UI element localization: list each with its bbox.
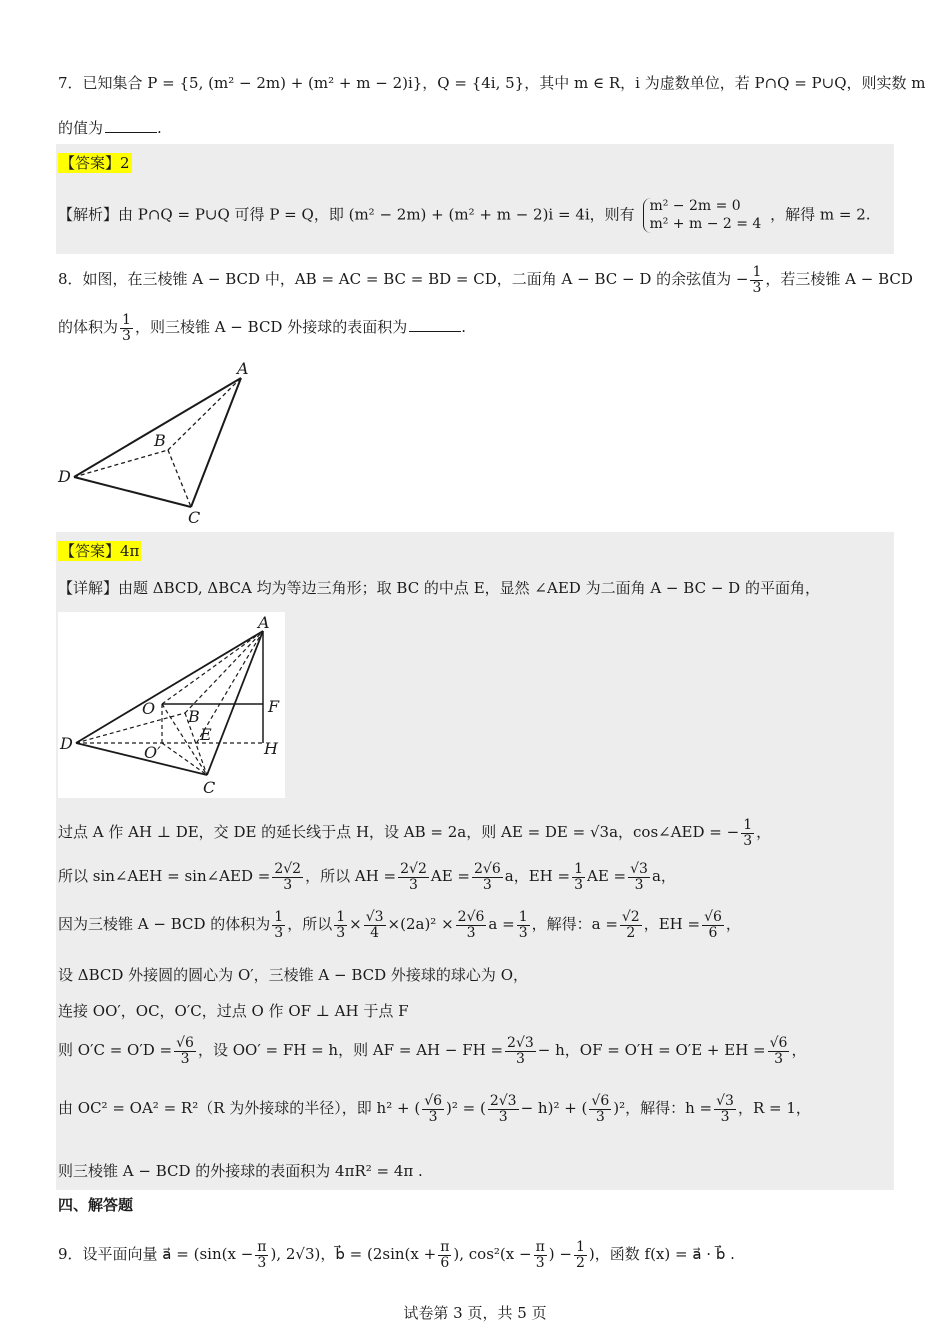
q8-tetrahedron-figure [50,355,270,530]
frac [572,862,585,892]
frac-num: 2√3 [489,1093,517,1109]
frac [574,1240,587,1270]
q8-step3 [58,910,741,940]
q7-analysis-text: 【解析】由 P∩Q = P∪Q 可得 P = Q，即 (m² − 2m) + (m² + m − 2)i = 4i，则有 [58,205,635,224]
fig2-label-O-prime: O′ [144,743,161,762]
fig1-label-C: C [188,508,201,527]
frac [589,1094,611,1124]
text: − h，OF = O′H = O′E + EH = [537,1041,766,1060]
q8-answer-label: 【答案】4π [60,542,140,560]
frac [702,910,724,940]
q7-line2: 的值为 . [58,119,162,137]
frac [364,910,386,940]
q8-step1-text: 过点 A 作 AH ⊥ DE，交 DE 的延长线于点 H，设 AB = 2a，则 AE = DE = √3a，cos∠AED = − [58,823,740,842]
q8-frac2-num: 1 [122,312,131,328]
text: AE = [586,867,627,886]
q7-equation-system [643,198,761,233]
frac-num: √6 [704,909,722,925]
q8-line1-a: 8．如图，在三棱锥 A − BCD 中，AB = AC = BC = BD = CD，二面角 A − BC − D 的余弦值为 − [58,270,749,289]
q8-line1-b: ，若三棱锥 A − BCD [765,270,913,289]
text: )²，解得：h = [613,1099,713,1118]
frac-den: 3 [535,1254,545,1271]
frac [272,862,303,892]
frac-den: 3 [498,1108,508,1125]
frac-den: 2 [626,924,636,941]
frac-den: 3 [257,1254,267,1271]
frac-den: 3 [595,1108,605,1125]
frac-den: 3 [515,1050,525,1067]
frac-num: 1 [575,1239,585,1255]
section-heading: 四、解答题 [58,1196,134,1214]
frac-num: π [257,1239,267,1255]
frac-num: 2√2 [274,861,302,877]
frac-den: 4 [370,924,380,941]
q8-step8: 则三棱锥 A − BCD 的外接球的表面积为 4πR² = 4π . [58,1162,423,1180]
text: ，设 OO′ = FH = h，则 AF = AH − FH = [197,1041,504,1060]
frac-num: 2√3 [507,1035,534,1051]
q8-frac1-den: 3 [752,279,762,296]
q8-answer-blank [409,331,461,332]
frac-num: √6 [176,1035,194,1051]
edge-DA [74,378,241,477]
frac [334,910,347,940]
frac-den: 6 [440,1254,450,1271]
edge-AC [207,631,263,775]
frac-den: 3 [720,1108,730,1125]
page-footer: 试卷第 3 页，共 5 页 [403,1304,547,1322]
text: × [349,915,362,934]
frac [255,1240,268,1270]
q8-frac2-den: 3 [122,327,131,344]
frac [438,1240,451,1270]
frac-den: 3 [466,924,476,941]
frac-num: √6 [591,1093,610,1109]
edge-BA [185,631,263,713]
frac-den: 3 [428,1108,438,1125]
text: ，EH = [643,915,701,934]
edge-DB [74,450,168,477]
frac-den: 2 [575,1254,585,1271]
frac [456,910,487,940]
q7-analysis-end: ，解得 m = 2. [770,205,871,224]
q7-answer-blank [105,132,157,133]
frac-den: 3 [336,924,346,941]
fig2-label-H: H [264,739,278,758]
q7-line1: 7．已知集合 P = {5, (m² − 2m) + (m² + m − 2)i}，Q = {4i, 5}，其中 m ∈ R，i 为虚数单位，若 P∩Q = P∪Q，则实数 m [58,74,926,92]
frac [174,1036,196,1066]
fig2-label-C: C [203,778,216,797]
frac-den: 6 [708,924,718,941]
text: ), 2√3)，b⃗ = (2sin(x + [270,1245,437,1264]
text: 则 O′C = O′D = [58,1041,173,1060]
text: ， [791,1041,807,1060]
frac [628,862,650,892]
frac [398,862,429,892]
frac [505,1036,536,1066]
frac [517,910,530,940]
frac [768,1036,790,1066]
q8-frac2 [120,313,133,343]
q8-line2-b: ，则三棱锥 A − BCD 外接球的表面积为 [134,318,408,337]
frac [272,910,285,940]
q7-line2-text: 的值为 [58,119,104,137]
q8-solution-figure [58,612,285,798]
text: ， [725,915,741,934]
text: ，解得：a = [531,915,618,934]
text: ，R = 1， [737,1099,811,1118]
frac-den: 3 [574,876,583,893]
text: )，函数 f(x) = a⃗ · b⃗ . [588,1245,735,1264]
frac-den: 3 [518,924,528,941]
frac-num: π [535,1239,545,1255]
frac [620,910,642,940]
frac-num: √3 [716,1093,734,1109]
frac-num: π [440,1239,450,1255]
q8-step1: 过点 A 作 AH ⊥ DE，交 DE 的延长线于点 H，设 AB = 2a，则 AE = DE = √3a，cos∠AED = − $\frac{1}{3}$ ， [58,817,772,849]
q8-step1-frac [741,818,754,848]
text: 所以 sin∠AEH = sin∠AED = [58,867,271,886]
frac-den: 3 [774,1050,783,1067]
frac-num: 1 [743,817,753,833]
frac-num: 1 [336,909,346,925]
frac-num: √3 [365,909,384,925]
text: ), cos²(x − [453,1245,532,1264]
edge-DC [74,477,191,507]
q9 [58,1240,735,1270]
frac-den: 3 [274,924,284,941]
frac-den: 3 [743,832,753,849]
q8-line1 [58,265,913,295]
frac [714,1094,736,1124]
text: ) − [548,1245,572,1264]
q7-answer-label: 【答案】2 [60,154,130,172]
frac-num: 2√6 [474,861,501,877]
edge-DA [76,631,263,743]
text: a， [651,867,676,886]
q8-answer [58,540,141,561]
edge-DC [76,743,207,775]
q7-analysis [58,198,871,233]
frac-den: 3 [409,876,418,893]
fig2-label-O: O [142,699,156,718]
q8-line2-a: 的体积为 [58,318,119,337]
frac-num: 2√2 [400,861,427,877]
frac-den: 3 [482,876,492,893]
q8-step6 [58,1036,806,1066]
frac [488,1094,519,1124]
q8-step4: 设 ΔBCD 外接圆的圆心为 O′，三棱锥 A − BCD 外接球的球心为 O， [58,966,528,984]
frac [534,1240,547,1270]
fig1-label-A: A [237,359,249,378]
text: ，所以 [287,915,333,934]
frac-num: 1 [574,861,583,877]
fig2-label-B: B [188,707,200,726]
edge-DB [76,713,185,743]
frac-num: 1 [274,909,284,925]
text: )² = ( [446,1099,486,1118]
frac-num: 1 [518,909,528,925]
frac-num: √3 [630,861,648,877]
frac-den: 3 [634,876,644,893]
text: 由 OC² = OA² = R²（R 为外接球的半径），即 h² + ( [58,1099,421,1118]
text: a = [488,915,515,934]
frac [472,862,503,892]
text: AE = [430,867,470,886]
frac-num: √2 [621,909,640,925]
q7-answer [58,152,132,173]
text: ×(2a)² × [387,915,454,934]
text: 9．设平面向量 a⃗ = (sin(x − [58,1245,254,1264]
fig2-label-F: F [268,697,280,716]
q8-detail: 【详解】由题 ΔBCD, ΔBCA 均为等边三角形；取 BC 的中点 E，显然 ∠AED 为二面角 A − BC − D 的平面角， [58,579,820,597]
q8-step2 [58,862,676,892]
fig1-label-D: D [58,467,71,486]
frac-den: 3 [283,876,293,893]
edge-AC [191,378,241,507]
q8-line2: 的体积为 $\frac{1}{3}$ ，则三棱锥 A − BCD 外接球的表面积为 . [58,312,466,344]
q8-frac1 [750,265,763,295]
text: a，EH = [504,867,571,886]
frac-den: 3 [180,1050,190,1067]
q8-step7 [58,1094,811,1124]
edge-BC [168,450,191,507]
q8-step5: 连接 OO′，OC，O′C，过点 O 作 OF ⊥ AH 于点 F [58,1002,409,1020]
q8-frac1-num: 1 [752,264,762,280]
fig2-label-D: D [60,734,73,753]
q7-eq2: m² + m − 2 = 4 [649,215,762,232]
text: 因为三棱锥 A − BCD 的体积为 [58,915,271,934]
frac-num: √6 [769,1035,788,1051]
frac-num: √6 [424,1093,443,1109]
text: − h)² + ( [520,1099,588,1118]
frac-num: 2√6 [457,909,485,925]
fig1-label-B: B [154,431,166,450]
fig2-label-E: E [200,725,212,744]
fig2-label-A: A [258,613,270,632]
frac [422,1094,444,1124]
text: ，所以 AH = [305,867,397,886]
q7-eq1: m² − 2m = 0 [649,198,741,214]
